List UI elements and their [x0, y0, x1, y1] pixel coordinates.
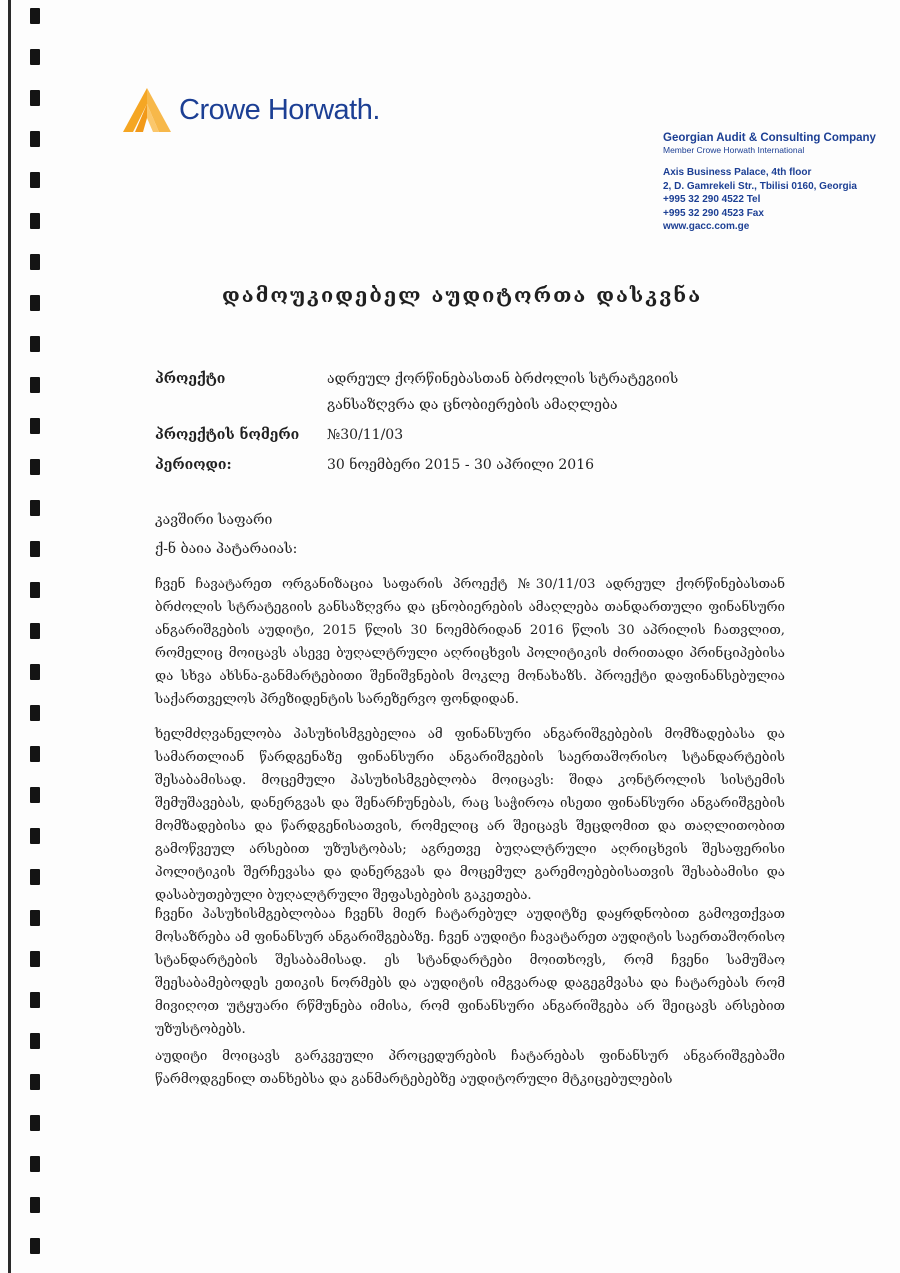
company-info [663, 131, 893, 234]
binding-hole [30, 8, 40, 24]
binding-hole [30, 172, 40, 188]
binding-hole [30, 623, 40, 639]
binding-hole [30, 869, 40, 885]
field-label-period: პერიოდი: [155, 457, 232, 473]
binding-hole [30, 910, 40, 926]
binding-hole [30, 541, 40, 557]
binding-hole [30, 582, 40, 598]
binding-hole [30, 459, 40, 475]
field-value-project: ადრეულ ქორწინებასთან ბრძოლის სტრატეგიის განსაზღვრა და ცნობიერების ამაღლება [327, 371, 679, 413]
binding-hole [30, 377, 40, 393]
field-value-period: 30 ნოემბერი 2015 - 30 აპრილი 2016 [327, 457, 595, 473]
spiral-binding [0, 0, 40, 1273]
field-value-project-number: №30/11/03 [327, 427, 404, 443]
binding-hole [30, 254, 40, 270]
company-name: Georgian Audit & Consulting Company [663, 132, 876, 144]
binding-hole [30, 828, 40, 844]
binding-hole [30, 1115, 40, 1131]
field-label-project: პროექტი [155, 371, 226, 387]
binding-hole [30, 746, 40, 762]
binding-hole [30, 336, 40, 352]
binding-edge [8, 0, 11, 1273]
company-member: Member Crowe Horwath International [663, 145, 805, 155]
binding-hole [30, 1033, 40, 1049]
binding-hole [30, 1197, 40, 1213]
binding-hole [30, 500, 40, 516]
binding-hole [30, 131, 40, 147]
document-title: დამოუკიდებელ აუდიტორთა დასკვნა [222, 283, 703, 307]
paragraph-audit-procedures: აუდიტი მოიცავს გარკვეული პროცედურების ჩატარებას ფინანსურ ანგარიშგებაში წარმოდგენილ თანხებსა და განმარტებებზე აუდიტორული მტკიცებულების [155, 1049, 785, 1087]
company-tel: +995 32 290 4522 Tel [663, 194, 761, 205]
binding-hole [30, 1238, 40, 1254]
addressee-organization: კავშირი საფარი [155, 512, 273, 528]
binding-hole [30, 49, 40, 65]
field-label-project-number: პროექტის ნომერი [155, 427, 300, 443]
binding-hole [30, 90, 40, 106]
company-website: www.gacc.com.ge [663, 221, 750, 232]
crowe-horwath-logo [123, 86, 423, 138]
addressee-person: ქ-ნ ბაია პატარაიას: [155, 541, 298, 557]
binding-hole [30, 664, 40, 680]
binding-hole [30, 213, 40, 229]
company-address-line1: Axis Business Palace, 4th floor [663, 167, 812, 178]
paragraph-auditor-responsibility: ჩვენი პასუხისმგებლობაა ჩვენს მიერ ჩატარებულ აუდიტზე დაყრდნობით გამოვთქვათ მოსაზრება ამ ფინანსურ ანგარიშგებაზე. ჩვენ აუდიტი ჩავატარეთ აუდიტის საერთაშორისო სტანდარტების შესაბამისად. ეს სტანდარტები მოითხოვს, რომ ჩვენი სამუშაო შეესაბამებოდეს ეთიკის ნორმებს და აუდიტის იმგვარად დაგეგმვასა და ჩატარებას რომ მივიღოთ უტყუარი რწმუნება იმისა, რომ ფინანსური ანგარიშგება არ შეიცავს არსებით უზუსტობებს. [155, 907, 785, 1037]
binding-hole [30, 705, 40, 721]
paragraph-management-responsibility: ხელმძღვანელობა პასუხისმგებელია ამ ფინანსური ანგარიშგებების მომზადებასა და სამართლიან წარდგენაზე ფინანსური ანგარიშგების საერთაშორისო სტანდარტების შესაბამისად. მოცემული პასუხისმგებლობა მოიცავს: შიდა კონტროლის სისტემის შემუშავებას, დანერგვას და შენარჩუნებას, რაც საჭიროა ისეთი ფინანსური ანგარიშგების მომზადებისა და წარდგენისათვის, რომელიც არ შეიცავს შეცდომით და თაღლითობით გამოწვეულ არსებით უზუსტობას; აგრეთვე ბუღალტრული აღრიცხვის შესაფერისი პოლიტიკის შერჩევასა და დანერგვას და მოცემულ გარემოებებისათვის შესაბამისი და დასაბუთებული ბუღალტრული შეფასებების გაკეთება. [155, 727, 785, 903]
binding-hole [30, 992, 40, 1008]
binding-hole [30, 1156, 40, 1172]
logo-wordmark: Crowe Horwath. [179, 94, 380, 126]
paragraph-audit-scope: ჩვენ ჩავატარეთ ორგანიზაცია საფარის პროექტ №30/11/03 ადრეულ ქორწინებასთან ბრძოლის სტრატეგიის განსაზღვრა და ცნობიერების ამაღლება თანდართული ფინანსური ანგარიშგების აუდიტი, 2015 წლის 30 ნოემბრიდან 2016 წლის 30 აპრილის ჩათვლით, რომელიც მოიცავს ასევე ბუღალტრული აღრიცხვის პოლიტიკის ძირითადი პრინციპებისა და სხვა ახსნა-განმარტებითი შენიშვნების მოკლე მონახაზს. პროექტი დაფინანსებულია საქართველოს პრეზიდენტის სარეზერვო ფონდიდან. [155, 577, 785, 707]
binding-hole [30, 787, 40, 803]
company-fax: +995 32 290 4523 Fax [663, 207, 764, 219]
company-address-line2: 2, D. Gamrekeli Str., Tbilisi 0160, Georgia [663, 180, 857, 192]
binding-hole [30, 418, 40, 434]
binding-hole [30, 1074, 40, 1090]
binding-hole [30, 295, 40, 311]
binding-hole [30, 951, 40, 967]
logo-mark-icon [123, 86, 175, 138]
